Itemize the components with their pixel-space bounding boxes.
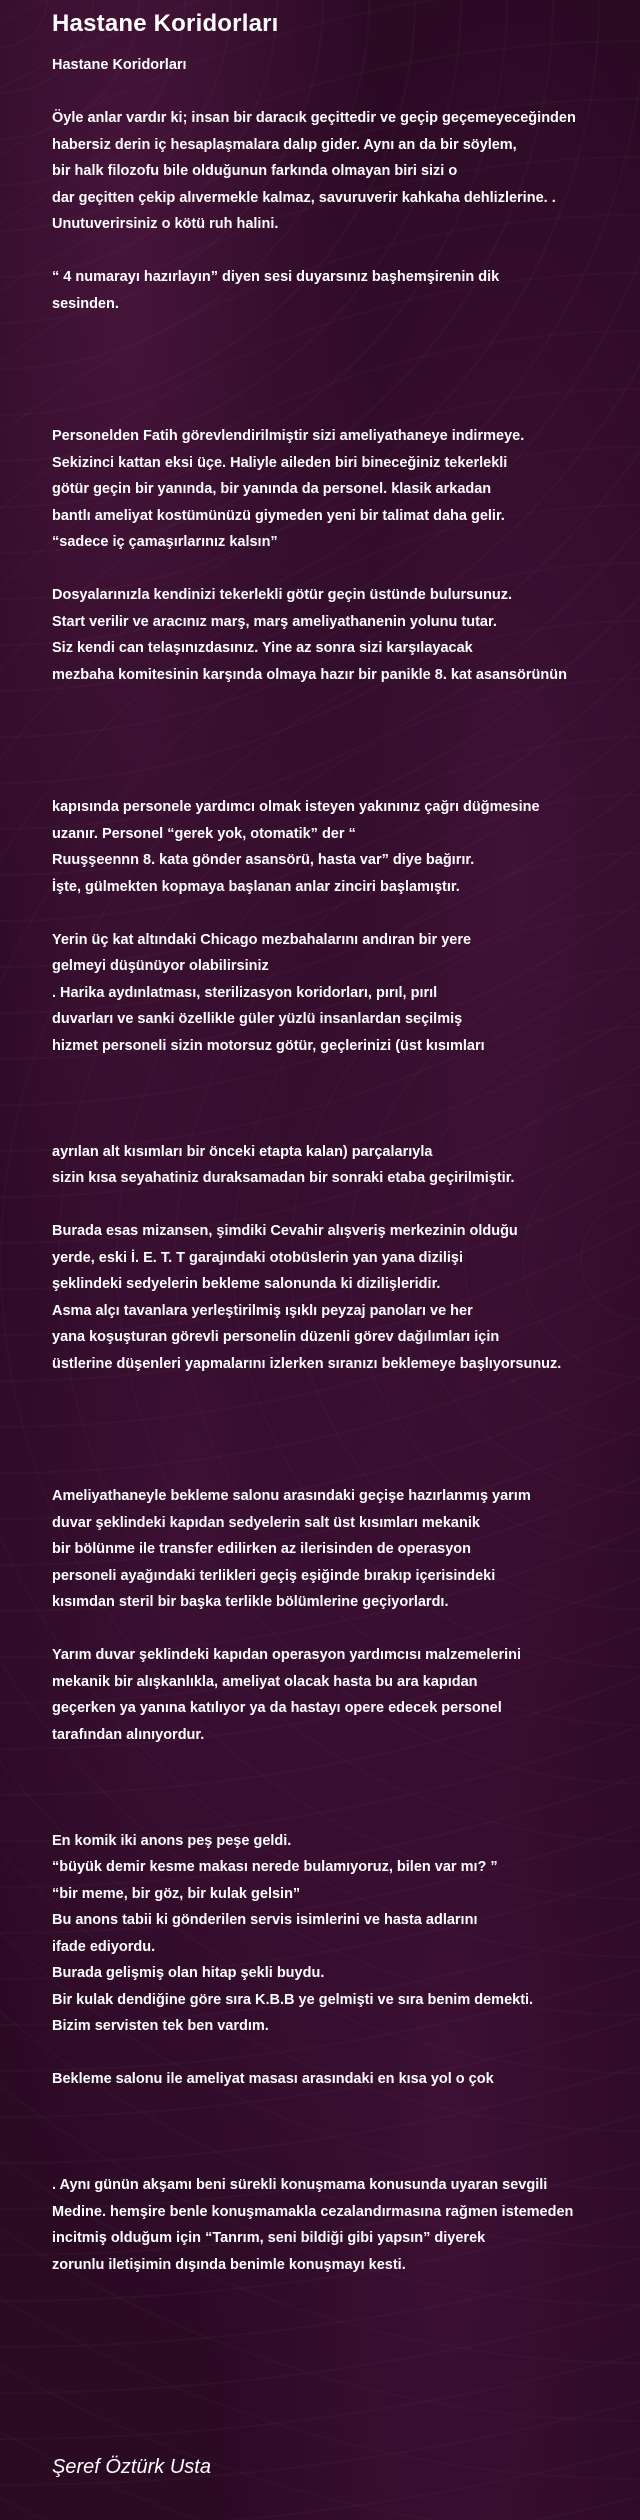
blank-line — [52, 1192, 632, 1219]
poem-line: ifade ediyordu. — [52, 1938, 156, 1955]
poem-line: Asma alçı tavanlara yerleştirilmiş ışıklı peyzaj panoları ve her — [52, 1302, 473, 1319]
poem-line: İşte, gülmekten kopmaya başlanan anlar zinciri başlamıştır. — [52, 878, 460, 895]
blank-line — [52, 1775, 632, 1802]
poem-line: dar geçitten çekip alıvermekle kalmaz, savuruverir kahkaha dehlizlerine. . — [52, 189, 556, 206]
poem-line: üstlerine düşenleri yapmalarını izlerken sıranızı beklemeye başlıyorsunuz. — [52, 1355, 562, 1372]
poem-line: personeli ayağındaki terlikleri geçiş eşiğinde bırakıp içerisindeki — [52, 1567, 496, 1584]
blank-line — [52, 1457, 632, 1484]
poem-line: Bekleme salonu ile ameliyat masası arasındaki en kısa yol o çok — [52, 2071, 494, 2087]
poem-line: sesinden. — [52, 295, 119, 312]
poem-line: “bir meme, bir göz, bir kulak gelsin” — [52, 1885, 301, 1902]
poem-line: Bu anons tabii ki gönderilen servis isimlerini ve hasta adlarını — [52, 1912, 478, 1928]
poem-line: Start verilir ve aracınız marş, marş ameliyathanenin yolunu tutar. — [52, 613, 497, 630]
poem-line: ayrılan alt kısımları bir önceki etapta kalan) parçalarıyla — [52, 1143, 433, 1160]
poem-line: Unutuverirsiniz o kötü ruh halini. — [52, 216, 279, 232]
poem-line: Dosyalarınızla kendinizi tekerlekli götür geçin üstünde bulursunuz. — [52, 587, 513, 603]
blank-line — [52, 79, 632, 106]
blank-line — [52, 1404, 632, 1431]
poem-line: incitmiş olduğum için “Tanrım, seni bildiği gibi yapsın” diyerek — [52, 2230, 486, 2246]
poem-line: duvarları ve sanki özellikle güler yüzlü insanlardan seçilmiş — [52, 1011, 463, 1027]
blank-line — [52, 1430, 632, 1457]
poem-line: bir bölünme ile transfer edilirken az ilerisinden de operasyon — [52, 1541, 472, 1557]
poem-line: “ 4 numarayı hazırlayın” diyen sesi duyarsınız başhemşirenin dik — [52, 269, 500, 285]
blank-line — [52, 688, 632, 715]
poem-line: mekanik bir alışkanlıkla, ameliyat olacak hasta bu ara kapıdan — [52, 1673, 478, 1690]
poem-line: zorunlu iletişimin dışında benimle konuşmayı kesti. — [52, 2256, 406, 2273]
poem-line: hizmet personeli sizin motorsuz götür, geçlerinizi (üst kısımları — [52, 1037, 485, 1054]
poem-line: Sekizinci kattan eksi üçe. Haliyle aileden biri bineceğiniz tekerlekli — [52, 454, 508, 471]
poem-line: bantlı ameliyat kostümünüzü giymeden yeni bir talimat daha gelir. — [52, 507, 505, 524]
blank-line — [52, 2040, 632, 2067]
blank-line — [52, 238, 632, 265]
blank-line — [52, 397, 632, 424]
blank-line — [52, 1748, 632, 1775]
blank-line — [52, 317, 632, 344]
blank-line — [52, 1616, 632, 1643]
blank-line — [52, 556, 632, 583]
poem-line: Ameliyathaneyle bekleme salonu arasındaki geçişe hazırlanmış yarım — [52, 1488, 531, 1504]
blank-line — [52, 715, 632, 742]
poem-line: Yarım duvar şeklindeki kapıdan operasyon yardımcısı malzemelerini — [52, 1647, 522, 1663]
poem-line: geçerken ya yanına katılıyor ya da hastayı opere edecek personel — [52, 1700, 502, 1716]
blank-line — [52, 1059, 632, 1086]
poem-line: Burada esas mizansen, şimdiki Cevahir alışveriş merkezinin olduğu — [52, 1223, 518, 1239]
poem-line: uzanır. Personel “gerek yok, otomatik” der “ — [52, 825, 356, 842]
poem-line: şeklindeki sedyelerin bekleme salonunda ki dizilişleridir. — [52, 1276, 441, 1292]
poem-line: Yerin üç kat altındaki Chicago mezbahalarını andıran bir yere — [52, 931, 472, 948]
poem-line: Hastane Koridorları — [52, 57, 187, 73]
blank-line — [52, 741, 632, 768]
poem-line: kapısında personele yardımcı olmak isteyen yakınınız çağrı düğmesine — [52, 799, 540, 815]
blank-line — [52, 2119, 632, 2146]
poem-line: sizin kısa seyahatiniz duraksamadan bir sonraki etaba geçirilmiştir. — [52, 1170, 515, 1186]
poem-line: kısımdan steril bir başka terlikle bölümlerine geçiyorlardı. — [52, 1594, 449, 1610]
poem-body — [52, 52, 632, 2278]
poem-line: “sadece iç çamaşırlarınız kalsın” — [52, 534, 278, 550]
poem-line: bir halk filozofu bile olduğunun farkında olmayan biri sizi o — [52, 163, 458, 179]
blank-line — [52, 2093, 632, 2120]
poem-line: yana koşuşturan görevli personelin düzenli görev dağılımları için — [52, 1329, 500, 1345]
poem-line: Bir kulak dendiğine göre sıra K.B.B ye gelmişti ve sıra benim demekti. — [52, 1991, 534, 2008]
poem-line: En komik iki anons peş peşe geldi. — [52, 1832, 292, 1849]
poem-line: Ruuşşeennn 8. kata gönder asansörü, hasta var” diye bağırır. — [52, 852, 475, 868]
poem-line: duvar şeklindeki kapıdan sedyelerin salt üst kısımları mekanik — [52, 1514, 480, 1531]
blank-line — [52, 1801, 632, 1828]
blank-line — [52, 2146, 632, 2173]
poem-line: Siz kendi can telaşınızdasınız. Yine az sonra sizi karşılayacak — [52, 640, 473, 656]
blank-line — [52, 1377, 632, 1404]
blank-line — [52, 370, 632, 397]
poem-line: habersiz derin iç hesaplaşmalara dalıp gider. Aynı an da bir söylem, — [52, 136, 517, 153]
blank-line — [52, 344, 632, 371]
poem-line: Medine. hemşire benle konuşmamakla cezalandırmasına rağmen istemeden — [52, 2203, 574, 2220]
blank-line — [52, 1086, 632, 1113]
poem-line: Bizim servisten tek ben vardım. — [52, 2018, 269, 2034]
poem-line: . Harika aydınlatması, sterilizasyon koridorları, pırıl, pırıl — [52, 984, 438, 1001]
poem-line: “büyük demir kesme makası nerede bulamıyoruz, bilen var mı? ” — [52, 1859, 498, 1875]
author-signature: Şeref Öztürk Usta — [52, 2456, 211, 2478]
poem-line: mezbaha komitesinin karşında olmaya hazır bir panikle 8. kat asansörünün — [52, 666, 567, 683]
poem-line: yerde, eski İ. E. T. T garajındaki otobüslerin yan yana dizilişi — [52, 1249, 463, 1266]
poem-line: . Aynı günün akşamı beni sürekli konuşmama konusunda uyaran sevgili — [52, 2177, 548, 2193]
blank-line — [52, 1112, 632, 1139]
poem-line: Öyle anlar vardır ki; insan bir daracık geçittedir ve geçip geçemeyeceğinden — [52, 110, 576, 126]
poem-line: Burada gelişmiş olan hitap şekli buydu. — [52, 1965, 325, 1981]
page-title: Hastane Koridorları — [52, 10, 279, 37]
poem-line: gelmeyi düşünüyor olabilirsiniz — [52, 958, 269, 974]
blank-line — [52, 900, 632, 927]
poem-line: götür geçin bir yanında, bir yanında da personel. klasik arkadan — [52, 481, 492, 497]
blank-line — [52, 768, 632, 795]
poem-line: Personelden Fatih görevlendirilmiştir sizi ameliyathaneye indirmeye. — [52, 428, 525, 444]
poem-line: tarafından alınıyordur. — [52, 1726, 205, 1743]
